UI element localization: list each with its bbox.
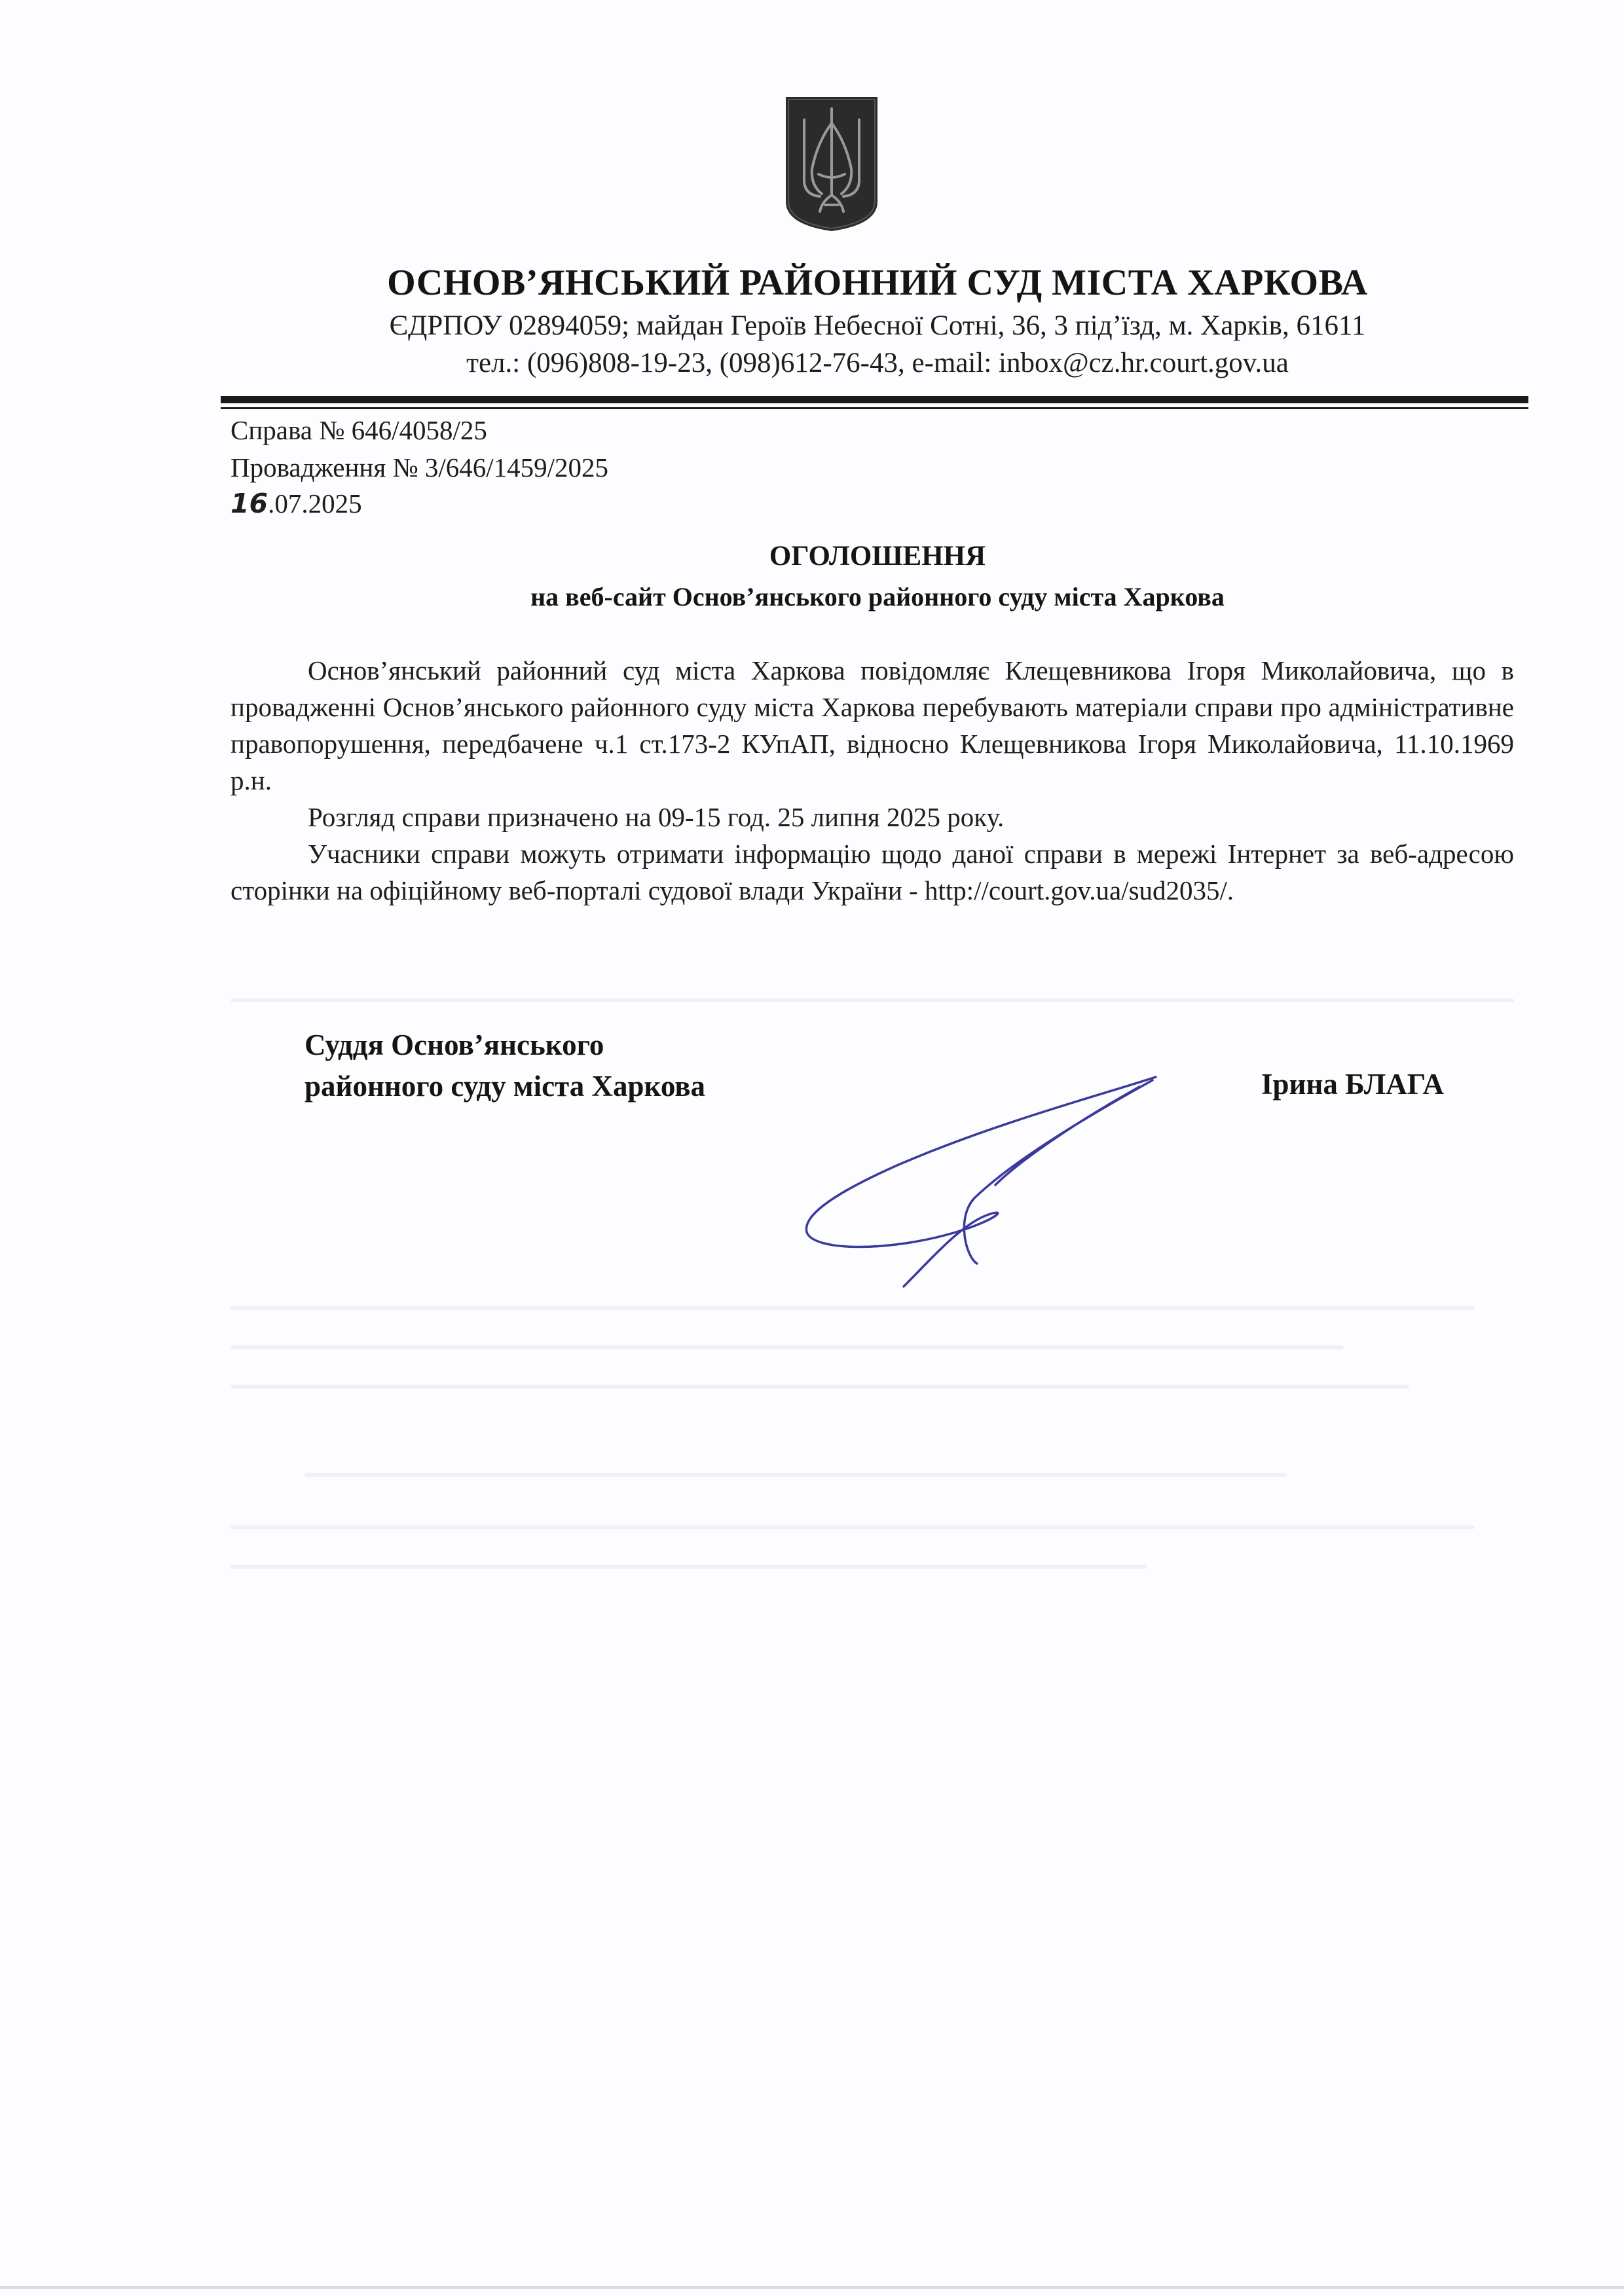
header-divider-thick [221, 396, 1528, 403]
show-through-line [231, 1565, 1147, 1569]
body-paragraph: Основ’янський районний суд міста Харкова повідомляє Клещевникова Ігоря Миколайовича, що в провадженні Основ’янського районного суду міста Харкова перебувають матеріали справи про адміністративне правопорушення, передбачене ч.1 ст.173-2 КУпАП, відносно Клещевникова Ігоря Миколайовича, 11.10.1969 р.н. [231, 655, 1514, 795]
scan-bottom-edge [0, 2286, 1624, 2289]
judge-name: Ірина БЛАГА [1261, 1068, 1445, 1101]
handwritten-signature [799, 1061, 1166, 1290]
announcement-title: ОГОЛОШЕННЯ [769, 541, 986, 572]
show-through-line [231, 1525, 1475, 1529]
proceeding-number: Провадження № 3/646/1459/2025 [231, 452, 609, 483]
document-date [231, 488, 362, 519]
date-handwritten-day: 16 [231, 488, 268, 519]
body-paragraph: Розгляд справи призначено на 09-15 год. 25 липня 2025 року. [308, 802, 1005, 832]
judge-position-line: районного суду міста Харкова [304, 1070, 706, 1102]
show-through-line [231, 1385, 1409, 1389]
announcement-body [231, 652, 1514, 909]
judge-position [304, 1025, 705, 1107]
date-printed-part: .07.2025 [268, 488, 362, 519]
show-through-line [304, 1473, 1287, 1477]
show-through-line [231, 1306, 1475, 1310]
announcement-subtitle: на веб-сайт Основ’янського районного суду міста Харкова [530, 582, 1225, 611]
judge-position-line: Суддя Основ’янського [304, 1029, 604, 1061]
body-paragraph: Учасники справи можуть отримати інформацію щодо даної справи в мережі Інтернет за веб-адресою сторінки на офіційному веб-порталі судової влади України - http://court.gov.ua/sud2035/. [231, 839, 1514, 905]
court-contacts-line: тел.: (096)808-19-23, (098)612-76-43, e-mail: inbox@cz.hr.court.gov.ua [466, 348, 1289, 378]
coat-of-arms-icon [786, 97, 877, 231]
header-divider-thin [221, 407, 1528, 409]
show-through-line [231, 1345, 1344, 1349]
court-name: ОСНОВ’ЯНСЬКИЙ РАЙОННИЙ СУД МІСТА ХАРКОВА [387, 263, 1368, 303]
court-address-line: ЄДРПОУ 02894059; майдан Героїв Небесної Сотні, 36, 3 під’їзд, м. Харків, 61611 [389, 310, 1366, 341]
case-number: Справа № 646/4058/25 [231, 415, 487, 445]
show-through-line [231, 998, 1514, 1002]
